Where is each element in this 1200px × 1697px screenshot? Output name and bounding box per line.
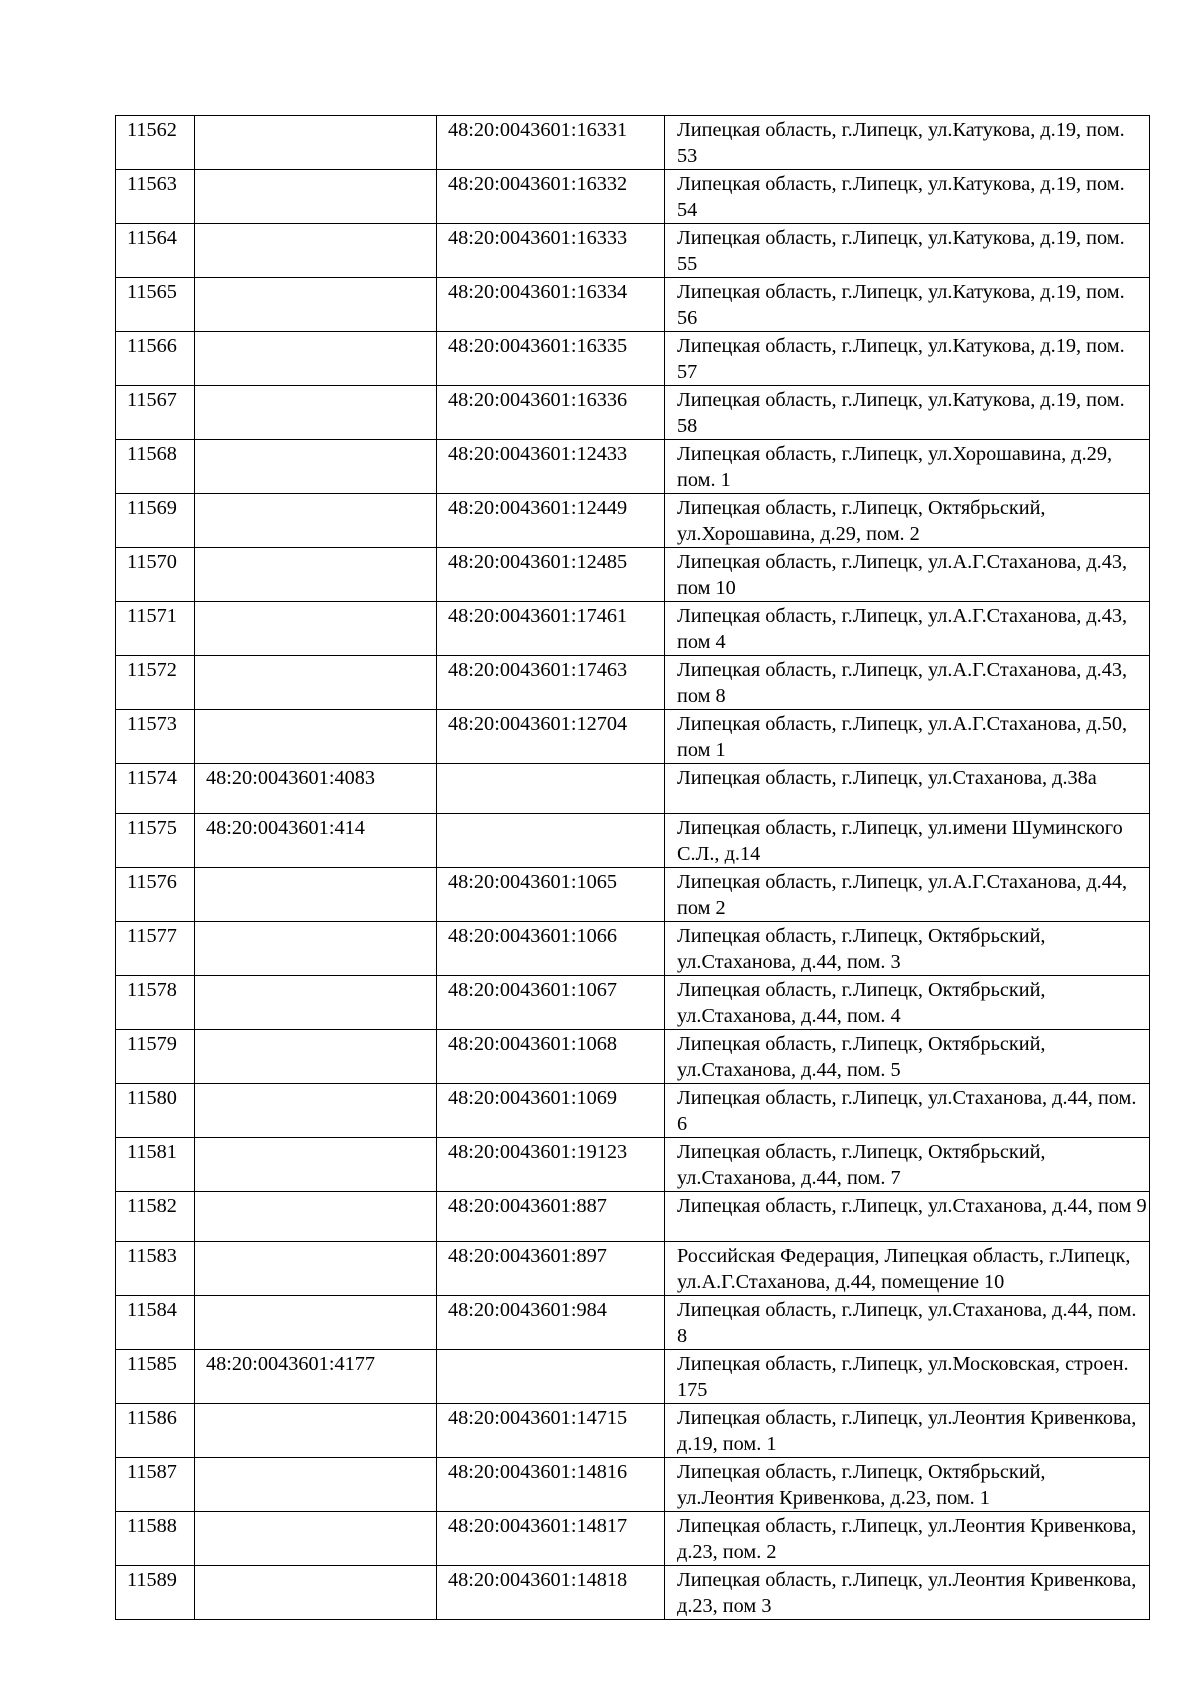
- row-number-cell: 11587: [116, 1458, 195, 1512]
- table-row: [116, 170, 1150, 224]
- row-number-cell: 11586: [116, 1404, 195, 1458]
- object-cadastral-number-cell: 48:20:0043601:1065: [437, 868, 665, 922]
- object-cadastral-number-cell: 48:20:0043601:14715: [437, 1404, 665, 1458]
- row-number-cell: 11575: [116, 814, 195, 868]
- object-cadastral-number-cell: 48:20:0043601:17461: [437, 602, 665, 656]
- address-cell: Липецкая область, г.Липецк, ул.Катукова, д.19, пом. 56: [665, 278, 1150, 332]
- land-cadastral-number-cell: [195, 710, 437, 764]
- land-cadastral-number-cell: [195, 1566, 437, 1620]
- object-cadastral-number-cell: 48:20:0043601:14817: [437, 1512, 665, 1566]
- land-cadastral-number-cell: [195, 116, 437, 170]
- land-cadastral-number-cell: [195, 1192, 437, 1242]
- row-number-cell: 11577: [116, 922, 195, 976]
- object-cadastral-number-cell: 48:20:0043601:12485: [437, 548, 665, 602]
- property-table-body: [116, 116, 1150, 1620]
- table-row: [116, 814, 1150, 868]
- object-cadastral-number-cell: [437, 1350, 665, 1404]
- address-cell: Липецкая область, г.Липецк, Октябрьский, ул.Хорошавина, д.29, пом. 2: [665, 494, 1150, 548]
- address-cell: Липецкая область, г.Липецк, ул.Катукова, д.19, пом. 55: [665, 224, 1150, 278]
- row-number-cell: 11581: [116, 1138, 195, 1192]
- table-row: [116, 1192, 1150, 1242]
- table-row: [116, 332, 1150, 386]
- land-cadastral-number-cell: [195, 1512, 437, 1566]
- land-cadastral-number-cell: [195, 224, 437, 278]
- row-number-cell: 11589: [116, 1566, 195, 1620]
- object-cadastral-number-cell: 48:20:0043601:1068: [437, 1030, 665, 1084]
- address-cell: Липецкая область, г.Липецк, ул.А.Г.Стаханова, д.50, пом 1: [665, 710, 1150, 764]
- address-cell: Липецкая область, г.Липецк, ул.Хорошавина, д.29, пом. 1: [665, 440, 1150, 494]
- object-cadastral-number-cell: 48:20:0043601:16331: [437, 116, 665, 170]
- object-cadastral-number-cell: 48:20:0043601:17463: [437, 656, 665, 710]
- row-number-cell: 11582: [116, 1192, 195, 1242]
- table-row: [116, 386, 1150, 440]
- object-cadastral-number-cell: 48:20:0043601:12449: [437, 494, 665, 548]
- land-cadastral-number-cell: [195, 976, 437, 1030]
- table-row: [116, 922, 1150, 976]
- row-number-cell: 11569: [116, 494, 195, 548]
- address-cell: Липецкая область, г.Липецк, ул.Леонтия Кривенкова, д.19, пом. 1: [665, 1404, 1150, 1458]
- row-number-cell: 11584: [116, 1296, 195, 1350]
- land-cadastral-number-cell: [195, 868, 437, 922]
- row-number-cell: 11564: [116, 224, 195, 278]
- row-number-cell: 11562: [116, 116, 195, 170]
- table-row: [116, 1566, 1150, 1620]
- table-row: [116, 1404, 1150, 1458]
- row-number-cell: 11566: [116, 332, 195, 386]
- address-cell: Липецкая область, г.Липецк, ул.Стаханова, д.44, пом. 8: [665, 1296, 1150, 1350]
- land-cadastral-number-cell: [195, 332, 437, 386]
- address-cell: Липецкая область, г.Липецк, ул.Стаханова, д.38а: [665, 764, 1150, 814]
- address-cell: Липецкая область, г.Липецк, Октябрьский, ул.Стаханова, д.44, пом. 4: [665, 976, 1150, 1030]
- land-cadastral-number-cell: [195, 1138, 437, 1192]
- row-number-cell: 11563: [116, 170, 195, 224]
- address-cell: Липецкая область, г.Липецк, ул.Катукова, д.19, пом. 57: [665, 332, 1150, 386]
- land-cadastral-number-cell: [195, 548, 437, 602]
- object-cadastral-number-cell: 48:20:0043601:16336: [437, 386, 665, 440]
- land-cadastral-number-cell: [195, 602, 437, 656]
- object-cadastral-number-cell: 48:20:0043601:14818: [437, 1566, 665, 1620]
- object-cadastral-number-cell: 48:20:0043601:12433: [437, 440, 665, 494]
- object-cadastral-number-cell: 48:20:0043601:984: [437, 1296, 665, 1350]
- row-number-cell: 11574: [116, 764, 195, 814]
- table-row: [116, 1138, 1150, 1192]
- address-cell: Липецкая область, г.Липецк, ул.Стаханова, д.44, пом 9: [665, 1192, 1150, 1242]
- row-number-cell: 11578: [116, 976, 195, 1030]
- land-cadastral-number-cell: [195, 922, 437, 976]
- address-cell: Липецкая область, г.Липецк, ул.А.Г.Стаханова, д.43, пом 10: [665, 548, 1150, 602]
- table-row: [116, 1084, 1150, 1138]
- row-number-cell: 11583: [116, 1242, 195, 1296]
- row-number-cell: 11579: [116, 1030, 195, 1084]
- address-cell: Липецкая область, г.Липецк, ул.А.Г.Стаханова, д.43, пом 8: [665, 656, 1150, 710]
- table-row: [116, 868, 1150, 922]
- row-number-cell: 11588: [116, 1512, 195, 1566]
- object-cadastral-number-cell: 48:20:0043601:16332: [437, 170, 665, 224]
- property-table: [115, 115, 1150, 1620]
- object-cadastral-number-cell: 48:20:0043601:1067: [437, 976, 665, 1030]
- table-row: [116, 602, 1150, 656]
- address-cell: Липецкая область, г.Липецк, ул.Московская, строен. 175: [665, 1350, 1150, 1404]
- table-row: [116, 710, 1150, 764]
- address-cell: Липецкая область, г.Липецк, ул.имени Шуминского С.Л., д.14: [665, 814, 1150, 868]
- object-cadastral-number-cell: 48:20:0043601:16335: [437, 332, 665, 386]
- table-row: [116, 1458, 1150, 1512]
- address-cell: Российская Федерация, Липецкая область, г.Липецк, ул.А.Г.Стаханова, д.44, помещение 10: [665, 1242, 1150, 1296]
- address-cell: Липецкая область, г.Липецк, ул.Леонтия Кривенкова, д.23, пом 3: [665, 1566, 1150, 1620]
- land-cadastral-number-cell: [195, 1296, 437, 1350]
- table-row: [116, 116, 1150, 170]
- table-row: [116, 1350, 1150, 1404]
- land-cadastral-number-cell: 48:20:0043601:414: [195, 814, 437, 868]
- land-cadastral-number-cell: [195, 1030, 437, 1084]
- row-number-cell: 11580: [116, 1084, 195, 1138]
- land-cadastral-number-cell: [195, 170, 437, 224]
- land-cadastral-number-cell: 48:20:0043601:4083: [195, 764, 437, 814]
- land-cadastral-number-cell: [195, 494, 437, 548]
- object-cadastral-number-cell: 48:20:0043601:16334: [437, 278, 665, 332]
- land-cadastral-number-cell: [195, 1458, 437, 1512]
- table-row: [116, 548, 1150, 602]
- row-number-cell: 11576: [116, 868, 195, 922]
- object-cadastral-number-cell: [437, 814, 665, 868]
- table-row: [116, 1512, 1150, 1566]
- row-number-cell: 11585: [116, 1350, 195, 1404]
- object-cadastral-number-cell: 48:20:0043601:1069: [437, 1084, 665, 1138]
- object-cadastral-number-cell: 48:20:0043601:19123: [437, 1138, 665, 1192]
- object-cadastral-number-cell: 48:20:0043601:887: [437, 1192, 665, 1242]
- object-cadastral-number-cell: [437, 764, 665, 814]
- address-cell: Липецкая область, г.Липецк, ул.А.Г.Стаханова, д.43, пом 4: [665, 602, 1150, 656]
- table-row: [116, 976, 1150, 1030]
- land-cadastral-number-cell: [195, 440, 437, 494]
- address-cell: Липецкая область, г.Липецк, Октябрьский, ул.Стаханова, д.44, пом. 7: [665, 1138, 1150, 1192]
- address-cell: Липецкая область, г.Липецк, ул.Стаханова, д.44, пом. 6: [665, 1084, 1150, 1138]
- land-cadastral-number-cell: [195, 278, 437, 332]
- address-cell: Липецкая область, г.Липецк, ул.Леонтия Кривенкова, д.23, пом. 2: [665, 1512, 1150, 1566]
- table-row: [116, 440, 1150, 494]
- land-cadastral-number-cell: [195, 386, 437, 440]
- table-row: [116, 278, 1150, 332]
- table-row: [116, 1030, 1150, 1084]
- object-cadastral-number-cell: 48:20:0043601:897: [437, 1242, 665, 1296]
- address-cell: Липецкая область, г.Липецк, ул.А.Г.Стаханова, д.44, пом 2: [665, 868, 1150, 922]
- object-cadastral-number-cell: 48:20:0043601:16333: [437, 224, 665, 278]
- land-cadastral-number-cell: [195, 1084, 437, 1138]
- address-cell: Липецкая область, г.Липецк, ул.Катукова, д.19, пом. 53: [665, 116, 1150, 170]
- address-cell: Липецкая область, г.Липецк, Октябрьский, ул.Стаханова, д.44, пом. 5: [665, 1030, 1150, 1084]
- row-number-cell: 11565: [116, 278, 195, 332]
- land-cadastral-number-cell: [195, 1242, 437, 1296]
- address-cell: Липецкая область, г.Липецк, Октябрьский, ул.Леонтия Кривенкова, д.23, пом. 1: [665, 1458, 1150, 1512]
- object-cadastral-number-cell: 48:20:0043601:14816: [437, 1458, 665, 1512]
- row-number-cell: 11568: [116, 440, 195, 494]
- object-cadastral-number-cell: 48:20:0043601:1066: [437, 922, 665, 976]
- row-number-cell: 11573: [116, 710, 195, 764]
- table-row: [116, 656, 1150, 710]
- table-row: [116, 1242, 1150, 1296]
- row-number-cell: 11571: [116, 602, 195, 656]
- row-number-cell: 11570: [116, 548, 195, 602]
- land-cadastral-number-cell: [195, 1404, 437, 1458]
- table-row: [116, 494, 1150, 548]
- row-number-cell: 11572: [116, 656, 195, 710]
- table-row: [116, 1296, 1150, 1350]
- table-row: [116, 224, 1150, 278]
- table-row: [116, 764, 1150, 814]
- land-cadastral-number-cell: 48:20:0043601:4177: [195, 1350, 437, 1404]
- row-number-cell: 11567: [116, 386, 195, 440]
- land-cadastral-number-cell: [195, 656, 437, 710]
- address-cell: Липецкая область, г.Липецк, Октябрьский, ул.Стаханова, д.44, пом. 3: [665, 922, 1150, 976]
- address-cell: Липецкая область, г.Липецк, ул.Катукова, д.19, пом. 58: [665, 386, 1150, 440]
- object-cadastral-number-cell: 48:20:0043601:12704: [437, 710, 665, 764]
- address-cell: Липецкая область, г.Липецк, ул.Катукова, д.19, пом. 54: [665, 170, 1150, 224]
